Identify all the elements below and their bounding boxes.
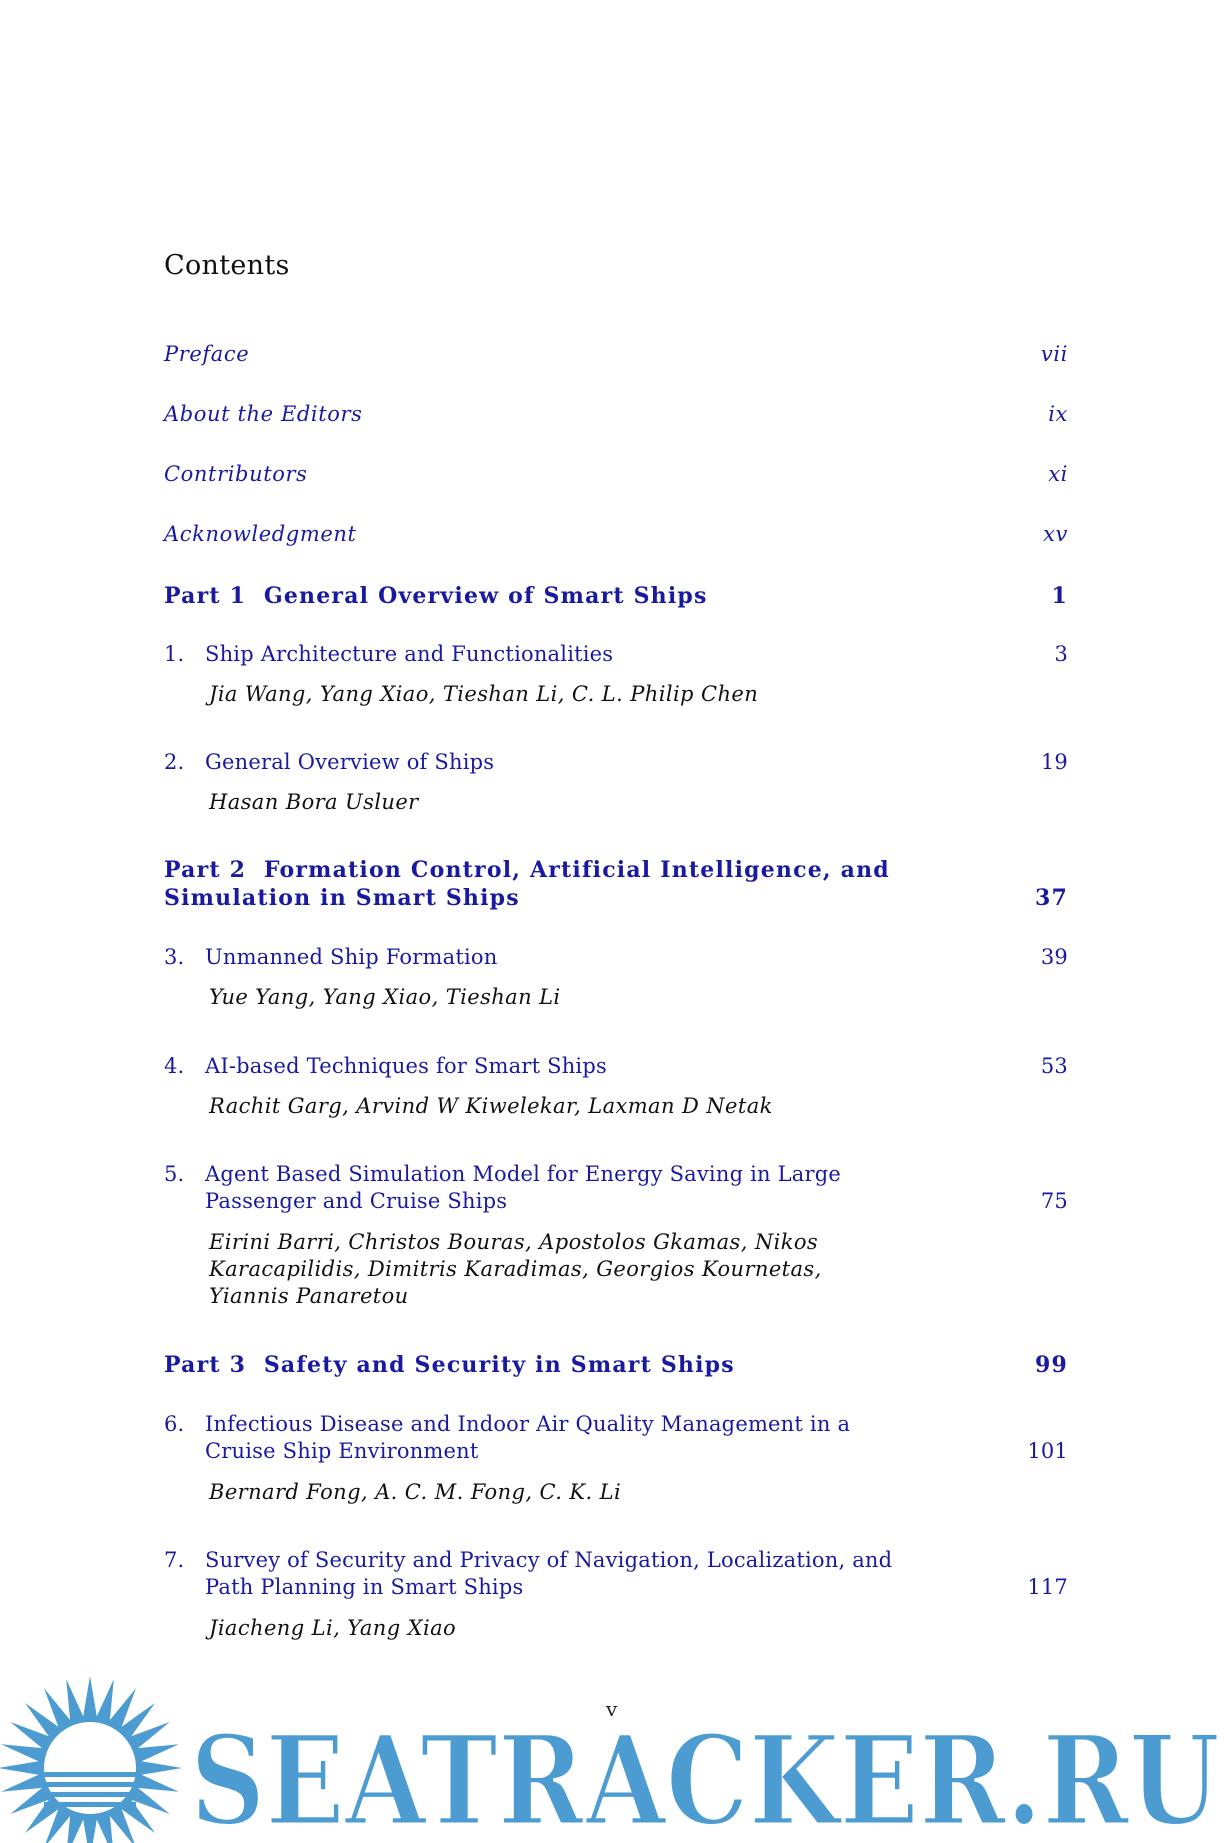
page-title: Contents [164,250,290,281]
sea-wave [44,1772,136,1777]
sea-wave [44,1802,136,1807]
toc-page-number[interactable]: 99 [1034,1352,1068,1378]
chapter-title[interactable]: AI-based Techniques for Smart Ships [205,1054,607,1078]
sea-wave [44,1792,136,1797]
toc-chapter-6[interactable] [164,1411,1068,1465]
chapter-authors: Eirini Barri, Christos Bouras, Apostolos Gkamas, Nikos Karacapilidis, Dimitris Karadimas, Georgios Kournetas, Yiannis Panaretou [209,1230,822,1308]
chapter-title[interactable]: Unmanned Ship Formation [205,945,498,969]
toc-chapter-5[interactable] [164,1161,1068,1215]
toc-entry-title[interactable]: About the Editors [164,402,363,426]
chapter-title[interactable]: General Overview of Ships [205,750,495,774]
toc-entry-title[interactable]: Contributors [164,462,308,486]
chapter-number: 3. [164,945,185,969]
toc-page-number[interactable]: 37 [1034,885,1068,911]
chapter-number: 2. [164,750,185,774]
toc-page-number[interactable]: vii [1040,342,1068,366]
chapter-number: 7. [164,1548,185,1572]
toc-page-number[interactable]: 53 [1040,1054,1068,1078]
toc-entry-about-editors[interactable] [164,402,1068,426]
toc-page-number[interactable]: 1 [1051,583,1068,609]
chapter-number: 5. [164,1162,185,1186]
chapter-number: 1. [164,642,185,666]
chapter-authors: Rachit Garg, Arvind W Kiwelekar, Laxman D Netak [209,1094,773,1118]
chapter-authors: Hasan Bora Usluer [209,790,419,814]
toc-chapter-1[interactable] [164,641,1068,668]
chapter-title[interactable]: Ship Architecture and Functionalities [205,642,614,666]
toc-page-number[interactable]: ix [1048,402,1068,426]
chapter-title[interactable]: Agent Based Simulation Model for Energy Saving in Large Passenger and Cruise Ships [205,1162,841,1213]
toc-page-number[interactable]: 75 [1040,1189,1068,1213]
watermark-text: SEATRACKER.RU [190,1709,1220,1843]
toc-chapter-3[interactable] [164,944,1068,971]
toc-part-1[interactable] [164,582,1068,610]
toc-part-title[interactable]: Part 3 Safety and Security in Smart Ships [164,1352,735,1378]
chapter-authors: Yue Yang, Yang Xiao, Tieshan Li [209,985,561,1009]
sea-wave [44,1782,136,1787]
chapter-authors: Jiacheng Li, Yang Xiao [209,1616,457,1640]
toc-part-3[interactable] [164,1351,1068,1379]
toc-chapter-4[interactable] [164,1053,1068,1080]
toc-entry-acknowledgment[interactable] [164,522,1068,546]
chapter-authors: Bernard Fong, A. C. M. Fong, C. K. Li [209,1480,622,1504]
toc-chapter-7[interactable] [164,1547,1068,1601]
toc-entry-contributors[interactable] [164,462,1068,486]
toc-page-number[interactable]: 19 [1040,750,1068,774]
page-folio: v [606,1697,618,1721]
chapter-authors: Jia Wang, Yang Xiao, Tieshan Li, C. L. Philip Chen [209,682,759,706]
toc-entry-preface[interactable] [164,342,1068,366]
sun-disc [44,1722,136,1814]
toc-part-title[interactable]: Part 1 General Overview of Smart Ships [164,583,708,609]
toc-page-number[interactable]: xv [1043,522,1068,546]
toc-chapter-2[interactable] [164,749,1068,776]
toc-page-number[interactable]: 101 [1027,1439,1068,1463]
toc-part-2[interactable] [164,856,1068,912]
toc-page-number[interactable]: xi [1048,462,1068,486]
toc-page-number[interactable]: 39 [1040,945,1068,969]
chapter-title[interactable]: Survey of Security and Privacy of Navigation, Localization, and Path Planning in Smart Ships [205,1548,893,1599]
chapter-number: 4. [164,1054,185,1078]
sun-logo-icon [0,1676,182,1843]
chapter-number: 6. [164,1412,185,1436]
toc-page-number[interactable]: 3 [1054,642,1068,666]
chapter-title[interactable]: Infectious Disease and Indoor Air Quality Management in a Cruise Ship Environment [205,1412,851,1463]
toc-entry-title[interactable]: Acknowledgment [164,522,357,546]
toc-entry-title[interactable]: Preface [164,342,250,366]
toc-part-title[interactable]: Part 2 Formation Control, Artificial Intelligence, and Simulation in Smart Ships [164,857,899,911]
seatracker-watermark [0,1658,1229,1843]
toc-page-number[interactable]: 117 [1027,1575,1068,1599]
